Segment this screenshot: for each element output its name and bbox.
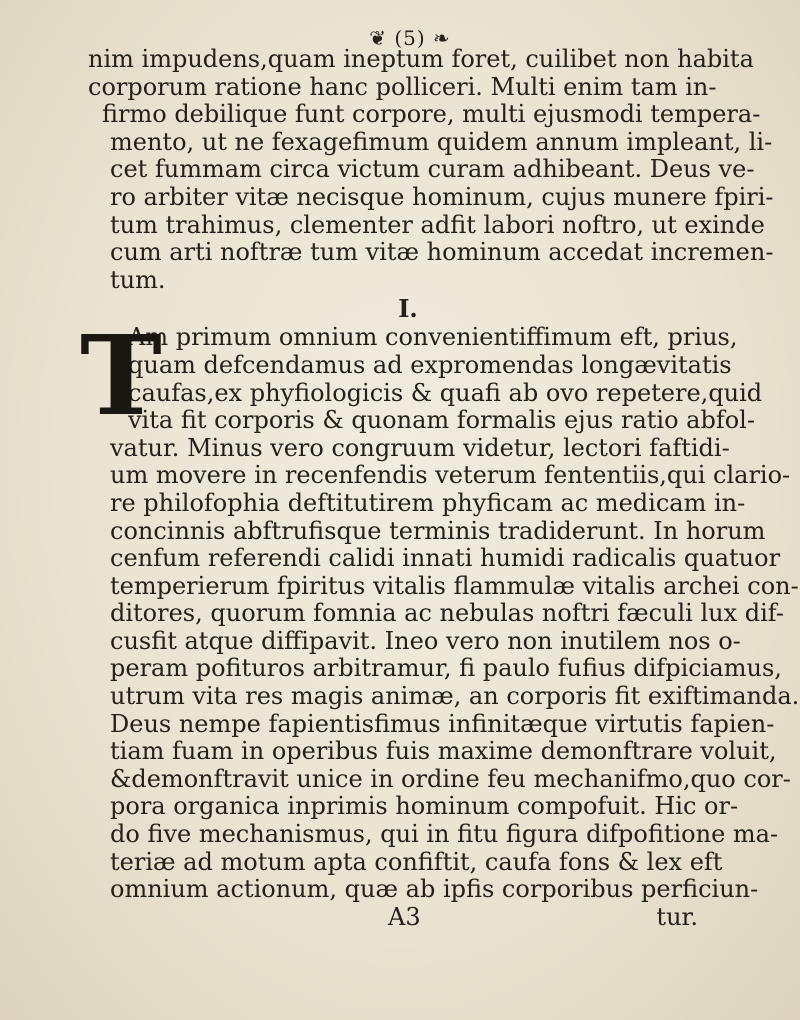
page-footer (88, 904, 728, 932)
text-line: cum arti noftræ tum vitæ hominum accedat incremen- (110, 238, 774, 267)
text-line: do five mechanismus, qui in fitu figura difpofitione ma- (110, 820, 779, 849)
text-line: Am primum omnium convenientiffimum eft, prius, (128, 323, 738, 352)
signature-mark: A3 (388, 902, 421, 931)
text-line: peram pofituros arbitramur, fi paulo fufius difpiciamus, (110, 654, 782, 683)
text-line: temperierum fpiritus vitalis flammulæ vitalis archei con- (110, 571, 799, 600)
body-text (80, 45, 800, 931)
text-line: cenfum referendi calidi innati humidi radicalis quatuor (110, 544, 781, 573)
text-line: &demonftravit unice in ordine feu mechanifmo,quo cor- (110, 764, 791, 793)
text-line: quam defcendamus ad expromendas longævitatis (128, 350, 732, 379)
text-line: ditores, quorum fomnia ac nebulas noftri fæculi lux dif- (110, 599, 784, 628)
text-line: vatur. Minus vero congruum videtur, lectori faftidi- (110, 433, 730, 462)
text-line: omnium actionum, quæ ab ipfis corporibus perficiun- (110, 875, 759, 904)
page-number: (5) (394, 26, 426, 50)
text-line: mento, ut ne fexagefimum quidem annum impleant, li- (110, 127, 773, 156)
text-line: ro arbiter vitæ necisque hominum, cujus munere fpiri- (110, 182, 774, 211)
text-line: utrum vita res magis animæ, an corporis fit exiftimanda. (110, 682, 800, 711)
text-line: nim impudens,quam ineptum foret, cuilibet non habita (88, 45, 754, 73)
text-line: tum. (110, 265, 166, 294)
text-line: concinnis abftrufisque terminis tradiderunt. In horum (110, 516, 766, 545)
text-line: cet fummam circa victum curam adhibeant. Deus ve- (110, 155, 755, 184)
text-line: re philofophia deftitutirem phyficam ac medicam in- (110, 488, 746, 517)
text-line: tum trahimus, clementer adfit labori noftro, ut exinde (110, 210, 765, 239)
section-number: I. (398, 294, 418, 324)
text-line: Deus nempe fapientisfimus infinitæque virtutis fapien- (110, 709, 775, 738)
drop-cap: T (80, 311, 162, 441)
text-line: firmo debilique funt corpore, multi ejusmodi tempera- (102, 100, 761, 129)
text-line: cusfit atque diffipavit. Ineo vero non inutilem nos o- (110, 626, 741, 655)
text-line: tiam fuam in operibus fuis maxime demonftrare voluit, (110, 737, 777, 766)
text-line: caufas,ex phyfiologicis & quafi ab ovo repetere,quid (128, 378, 763, 407)
section-paragraph (80, 311, 800, 904)
text-line: teriæ ad motum apta confiftit, caufa fons & lex eft (110, 847, 723, 876)
intro-paragraph (88, 45, 774, 294)
text-line: um movere in recenfendis veterum fententiis,qui clario- (110, 461, 791, 490)
ornament-right-icon: ❧ (433, 26, 451, 50)
text-line: corporum ratione hanc polliceri. Multi enim tam in- (88, 72, 717, 101)
ornament-left-icon: ❦ (369, 26, 387, 50)
text-line: vita fit corporis & quonam formalis ejus ratio abfol- (128, 406, 755, 435)
text-line: pora organica inprimis hominum compofuit. Hic or- (110, 792, 739, 821)
catchword: tur. (656, 902, 698, 931)
